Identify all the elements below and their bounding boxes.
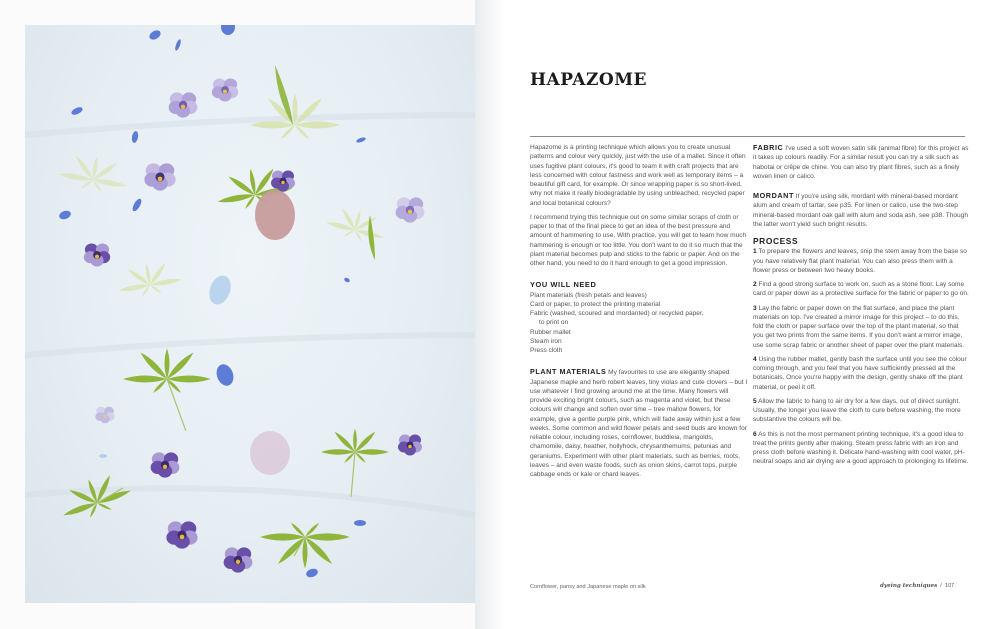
materials-list-item: Plant materials (fresh petals and leaves) [530, 291, 647, 299]
pansy-center [281, 181, 285, 185]
pansy-center [104, 415, 107, 418]
mordant-paragraph [753, 191, 969, 229]
leaf-lobe [355, 449, 389, 454]
materials-list-item: Steam iron [530, 337, 562, 345]
process-step [753, 247, 969, 275]
leaf-lobe [96, 502, 112, 511]
process-heading: PROCESS [753, 236, 799, 246]
photo-caption: Cornflower, pansy and Japanese maple on silk [530, 584, 646, 590]
cornflower-petal [221, 25, 235, 35]
pansy-flower [396, 197, 425, 222]
maple-leaf [123, 348, 211, 430]
process-step [753, 280, 969, 299]
step-text: Using the rubber mallet, gently bash the surface until you see the colour coming through, and you feel that you have sufficiently pressed all the botanicals. Once you're happy with the design, gently shake off the plant material, or peel it off. [753, 355, 967, 391]
pansy-flower [212, 78, 238, 101]
plant-materials-heading: PLANT MATERIALS [530, 367, 607, 377]
fabric-text: I've used a soft woven satin silk (animal fibre) for this project as it takes up colours readily. For a similar result you can try a silk such as habotai or crêpe de chine. You can also try plant fibres, such as a finely woven linen or calico. [753, 145, 969, 180]
cornflower-petal [131, 197, 143, 212]
leaf-lobe [165, 348, 170, 379]
step-number: 1 [753, 248, 757, 256]
blue-print [205, 272, 234, 307]
cornflower-petal [214, 362, 237, 388]
leaf-print [115, 257, 184, 301]
pansy-center [180, 535, 185, 540]
cornflower-petal [343, 277, 350, 283]
left-text-column [530, 143, 748, 484]
cornflower-petal [58, 209, 72, 221]
materials-list [530, 291, 748, 356]
materials-list-item: Press cloth [530, 347, 563, 354]
right-page [500, 0, 1000, 629]
cornflower-petal [131, 131, 139, 144]
pink-print [250, 431, 290, 475]
plant-materials-text: My favourites to use are elegantly shaped Japanese maple and herb robert leaves, tiny violas and cute clovers – but I use whatever I find growing around me at the time. Many flowers will provide exciting bright colours, such as magenta and violet, but these colours will change and soften over time – tree mallow flowers, for example, give a gentle purple pink, which will fade away within just a few weeks. Some common and wild flower petals and seed buds are known for reliable colour, including roses, cornflower, buddleia, marigolds, chamomile, daisy, heather, hollyhock, chrysanthemums, petunias and geraniums. Experiment with other plant materials, such as berries, roots, leaves – and even waste foods, such as onion skins, carrot tops, purple cabbage ends or kale or chard leaves. [530, 369, 748, 478]
plant-materials-paragraph [530, 367, 748, 479]
maple-leaf [321, 428, 389, 497]
right-text-column [753, 143, 969, 472]
mordant-text: If you're using silk, mordant with mineral-based mordant alum and cream of tartar, see p35. For linen or calico, use the two-step mineral-based mordant oak gall with alum and soda ash, see p38. Though the latter won't yield such bright results. [753, 193, 968, 228]
materials-list-item: Fabric (washed, scoured and mordanted) or recycled paper, [530, 310, 704, 317]
materials-list-item: Rubber mallet [530, 328, 571, 336]
process-step [753, 397, 969, 425]
footer-section-name: dyeing techniques [880, 583, 938, 589]
step-number: 3 [753, 304, 757, 312]
fabric-heading: FABRIC [753, 143, 784, 152]
step-number: 5 [753, 397, 757, 405]
process-steps [753, 247, 969, 466]
pansy-center [408, 445, 412, 449]
rose-petal [255, 190, 295, 240]
fabric-paragraph [753, 143, 969, 181]
pansy-center [158, 177, 163, 182]
leaf-lobe [123, 375, 167, 382]
process-step [753, 304, 969, 350]
cornflower-petal [174, 39, 182, 52]
flowers-on-silk-illustration [25, 25, 475, 603]
cornflower-petal [99, 454, 107, 458]
mordant-heading: MORDANT [753, 191, 794, 200]
maple-leaf [260, 522, 350, 569]
hapazome-photo [25, 25, 475, 603]
step-number: 4 [753, 355, 757, 363]
pansy-center [408, 210, 412, 214]
step-text: Lay the fabric or paper down on the flat surface, and place the plant materials on top. I've created a mirror image for this project – to do this, fold the cloth or paper surface over the top of the plant material, so that you get two prints from the same items. If you don't want a mirror image, use some scrap fabric or another sheet of paper over the plant materials. [753, 304, 965, 349]
leaf-lobe [305, 533, 350, 540]
process-step [753, 355, 969, 392]
leaf-lobe [302, 537, 307, 569]
step-text: Allow the fabric to hang to air dry for a few days, out of direct sunlight. Usually, the longer you leave the cloth to cure before washing, the more substantive the colours will be. [753, 397, 961, 424]
pansy-flower [224, 547, 253, 572]
cornflower-petal [70, 106, 83, 117]
title-divider [530, 136, 965, 137]
pansy-center [163, 465, 167, 469]
running-footer [880, 583, 954, 589]
materials-list-item-wrap: to print on [539, 319, 569, 327]
cornflower-petal [354, 520, 366, 526]
pansy-flower [151, 452, 180, 477]
leaf-lobe [321, 449, 355, 454]
pansy-flower [95, 407, 114, 424]
pansy-center [181, 105, 185, 109]
pansy-flower [84, 243, 110, 266]
cornflower-petal [305, 567, 319, 579]
step-text: To prepare the flowers and leaves, snip the stem away from the base so you have relatively flat plant material. You can also press them with a flower press or between two heavy books. [753, 248, 967, 274]
cornflower-petal [356, 136, 367, 143]
intro-paragraph-2: I recommend trying this technique out on some similar scraps of cloth or paper to that of the final piece to get an idea of the best pressure and amount of hammering to use. With practice, you will get to learn how much hammering is enough or too little. You don't want to do it so much that the plant material becomes pulp and sticks to the fabric or paper. And on the other hand, you need to do it hard enough to get a good impression. [530, 213, 747, 267]
pansy-center [236, 560, 240, 564]
pansy-flower [398, 435, 422, 456]
maple-leaf [55, 467, 136, 527]
materials-list-item-continued [530, 318, 748, 327]
leaf-lobe [62, 500, 98, 518]
leaf-lobe [149, 284, 162, 294]
leaf-lobe [79, 179, 93, 190]
leaf-print [323, 202, 389, 248]
leaf-lobe [353, 428, 357, 452]
materials-list-item: Card or paper, to protect the printing material [530, 300, 661, 308]
step-text: As this is not the most permanent printing technique, it's a good idea to treat the prints gently after making. Steam press fabric with an iron and press cloth before washing it. Delicate hand-washing with cool water, pH-neutral soaps and air drying are a good approach to prolonging its lifetime. [753, 430, 969, 466]
fabric-fold [25, 335, 475, 355]
leaf-print [56, 150, 131, 198]
intro-paragraph-1: Hapazome is a printing technique which allows you to create unusual patterns and colour very quickly, just with the use of a mallet. Since it often uses fugitive plant colours, it's good to team it with craft projects that are less concerned with colour fastness and work well as temporary items – a beautiful gift card, for example. Or since wrapping paper is so short-lived, why not make it really biodegradable by using unbleached, recycled paper and local botanical colours? [530, 144, 746, 207]
pansy-flower [166, 521, 197, 548]
pansy-flower [169, 92, 198, 117]
leaf-lobe [260, 533, 305, 540]
step-text: Find a good strong surface to work on, such as a stone floor. Lay some card or paper down as a protective surface for the fabric or paper to go on. [753, 281, 969, 298]
process-step [753, 430, 969, 467]
page-title: HAPAZOME [530, 70, 647, 90]
page-number: 107 [944, 583, 955, 589]
leaf-lobe [295, 121, 340, 128]
step-number: 6 [753, 430, 757, 438]
pansy-center [95, 255, 99, 259]
footer-separator: / [940, 583, 942, 589]
pansy-center [223, 90, 227, 94]
leaf-stem [351, 452, 355, 497]
cornflower-petal [148, 29, 162, 42]
leaf-lobe [167, 375, 211, 382]
you-will-need-heading: YOU WILL NEED [530, 280, 597, 290]
step-number: 2 [753, 281, 757, 288]
leaf-lobe [343, 229, 356, 238]
pansy-flower [144, 163, 175, 190]
